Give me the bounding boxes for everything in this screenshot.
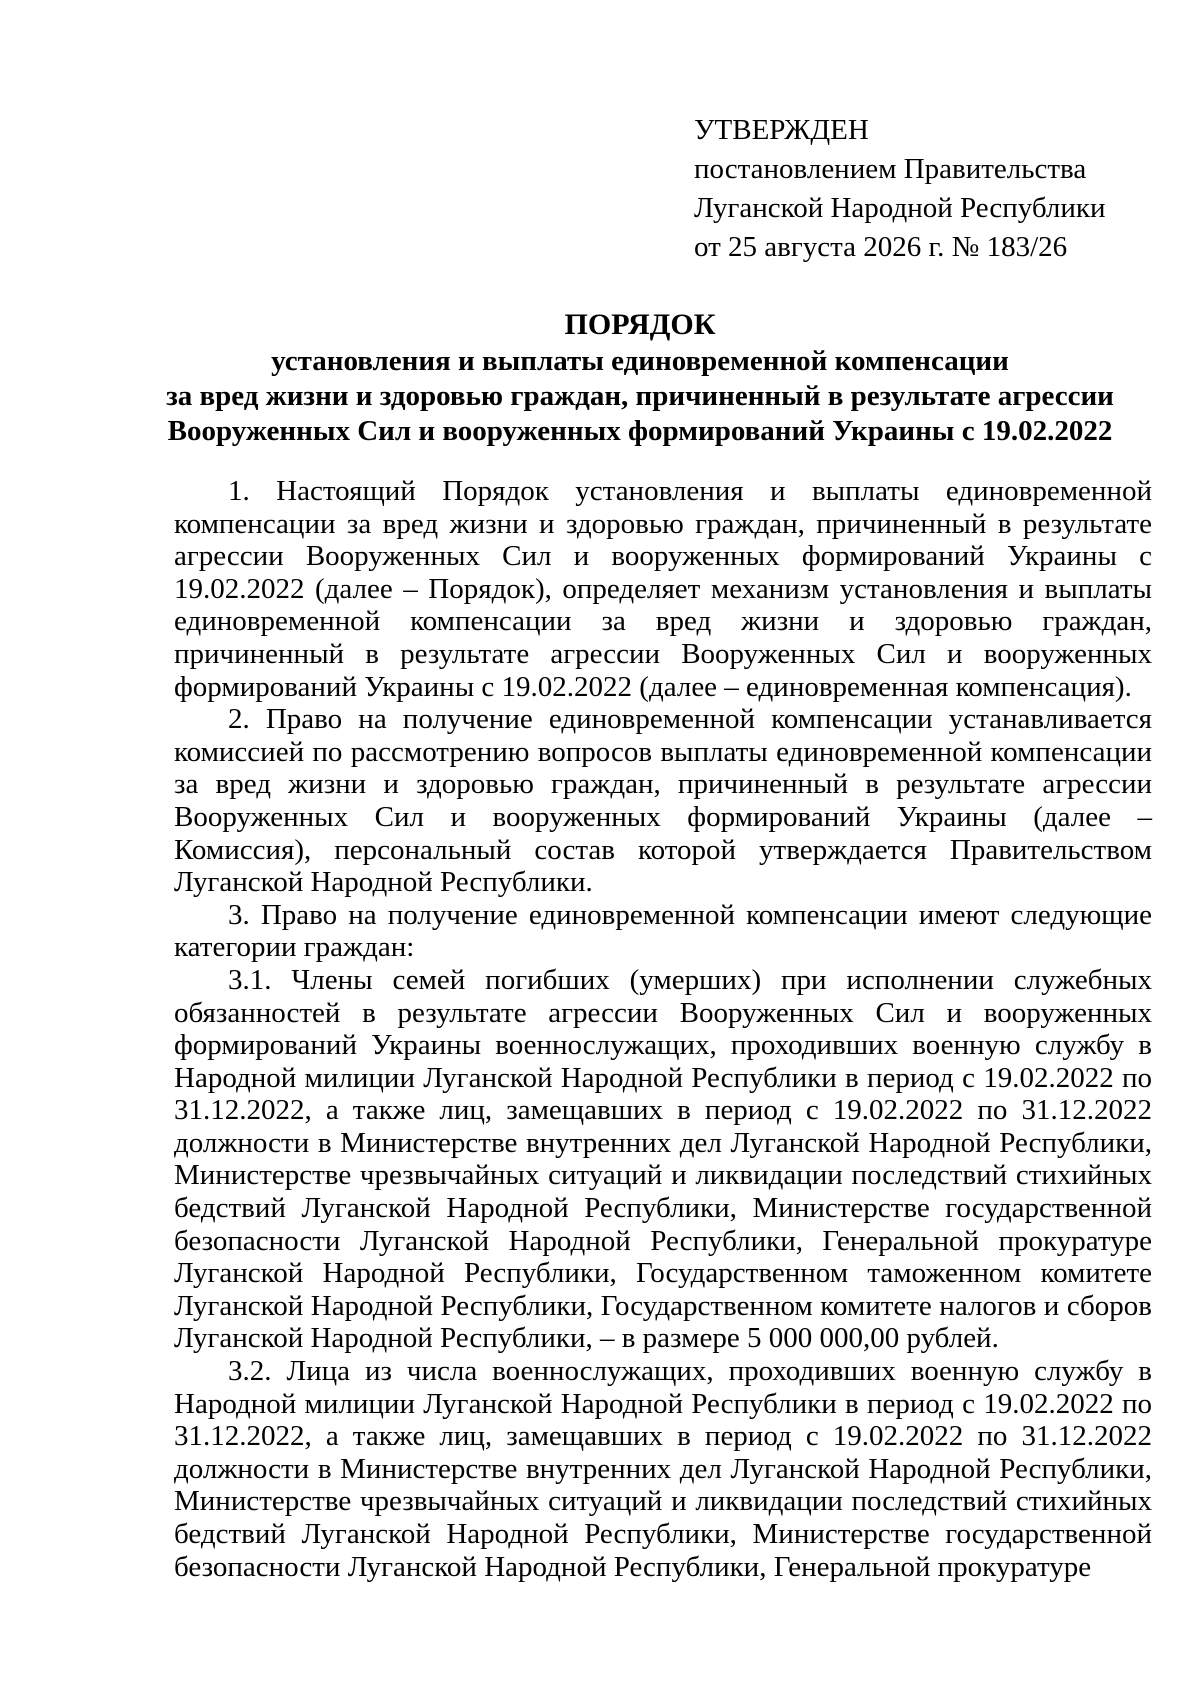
paragraph-3-1: 3.1. Члены семей погибших (умерших) при исполнении служебных обязанностей в результате агрессии Вооруженных Сил и вооруженных формирований Украины военнослужащих, проходивших военную службу в Народной милиции Луганской Народной Республики в период с 19.02.2022 по 31.12.2022, а также лиц, замещавших в период с 19.02.2022 по 31.12.2022 должности в Министерстве внутренних дел Луганской Народной Республики, Министерстве чрезвычайных ситуаций и ликвидации последствий стихийных бедствий Луганской Народной Республики, Министерстве государственной безопасности Луганской Народной Республики, Генеральной прокуратуре Луганской Народной Республики, Государственном таможенном комитете Луганской Народной Республики, Государственном комитете налогов и сборов Луганской Народной Республики, – в размере 5 000 000,00 рублей.: [174, 963, 1152, 1355]
document-body: [174, 475, 1152, 1583]
approval-line-republic: Луганской Народной Республики: [694, 192, 1106, 224]
document-subtitle-line-2: за вред жизни и здоровью граждан, причиненный в результате агрессии: [166, 380, 1114, 412]
document-subtitle-line-1: установления и выплаты единовременной компенсации: [271, 345, 1009, 377]
document-title-block: [150, 307, 1130, 449]
paragraph-1: 1. Настоящий Порядок установления и выплаты единовременной компенсации за вред жизни и здоровью граждан, причиненный в результате агрессии Вооруженных Сил и вооруженных формирований Украины с 19.02.2022 (далее – Порядок), определяет механизм установления и выплаты единовременной компенсации за вред жизни и здоровью граждан, причиненный в результате агрессии Вооруженных Сил и вооруженных формирований Украины с 19.02.2022 (далее – единовременная компенсация).: [174, 475, 1152, 703]
paragraph-3: 3. Право на получение единовременной компенсации имеют следующие категории граждан:: [174, 898, 1152, 964]
document-title: ПОРЯДОК: [564, 308, 716, 341]
approval-line-date-number: от 25 августа 2026 г. № 183/26: [694, 231, 1068, 263]
approval-line-resolution: постановлением Правительства: [694, 153, 1087, 185]
document-subtitle-line-3: Вооруженных Сил и вооруженных формирований Украины с 19.02.2022: [167, 415, 1113, 447]
paragraph-2: 2. Право на получение единовременной компенсации устанавливается комиссией по рассмотрению вопросов выплаты единовременной компенсации за вред жизни и здоровью граждан, причиненный в результате агрессии Вооруженных Сил и вооруженных формирований Украины (далее – Комиссия), персональный состав которой утверждается Правительством Луганской Народной Республики.: [174, 703, 1152, 899]
approval-heading: УТВЕРЖДЕН: [694, 114, 869, 146]
paragraph-3-2: 3.2. Лица из числа военнослужащих, проходивших военную службу в Народной милиции Луганской Народной Республики в период с 19.02.2022 по 31.12.2022, а также лиц, замещавших в период с 19.02.2022 по 31.12.2022 должности в Министерстве внутренних дел Луганской Народной Республики, Министерстве чрезвычайных ситуаций и ликвидации последствий стихийных бедствий Луганской Народной Республики, Министерстве государственной безопасности Луганской Народной Республики, Генеральной прокуратуре: [174, 1355, 1152, 1583]
approval-stamp-block: [694, 111, 1106, 267]
